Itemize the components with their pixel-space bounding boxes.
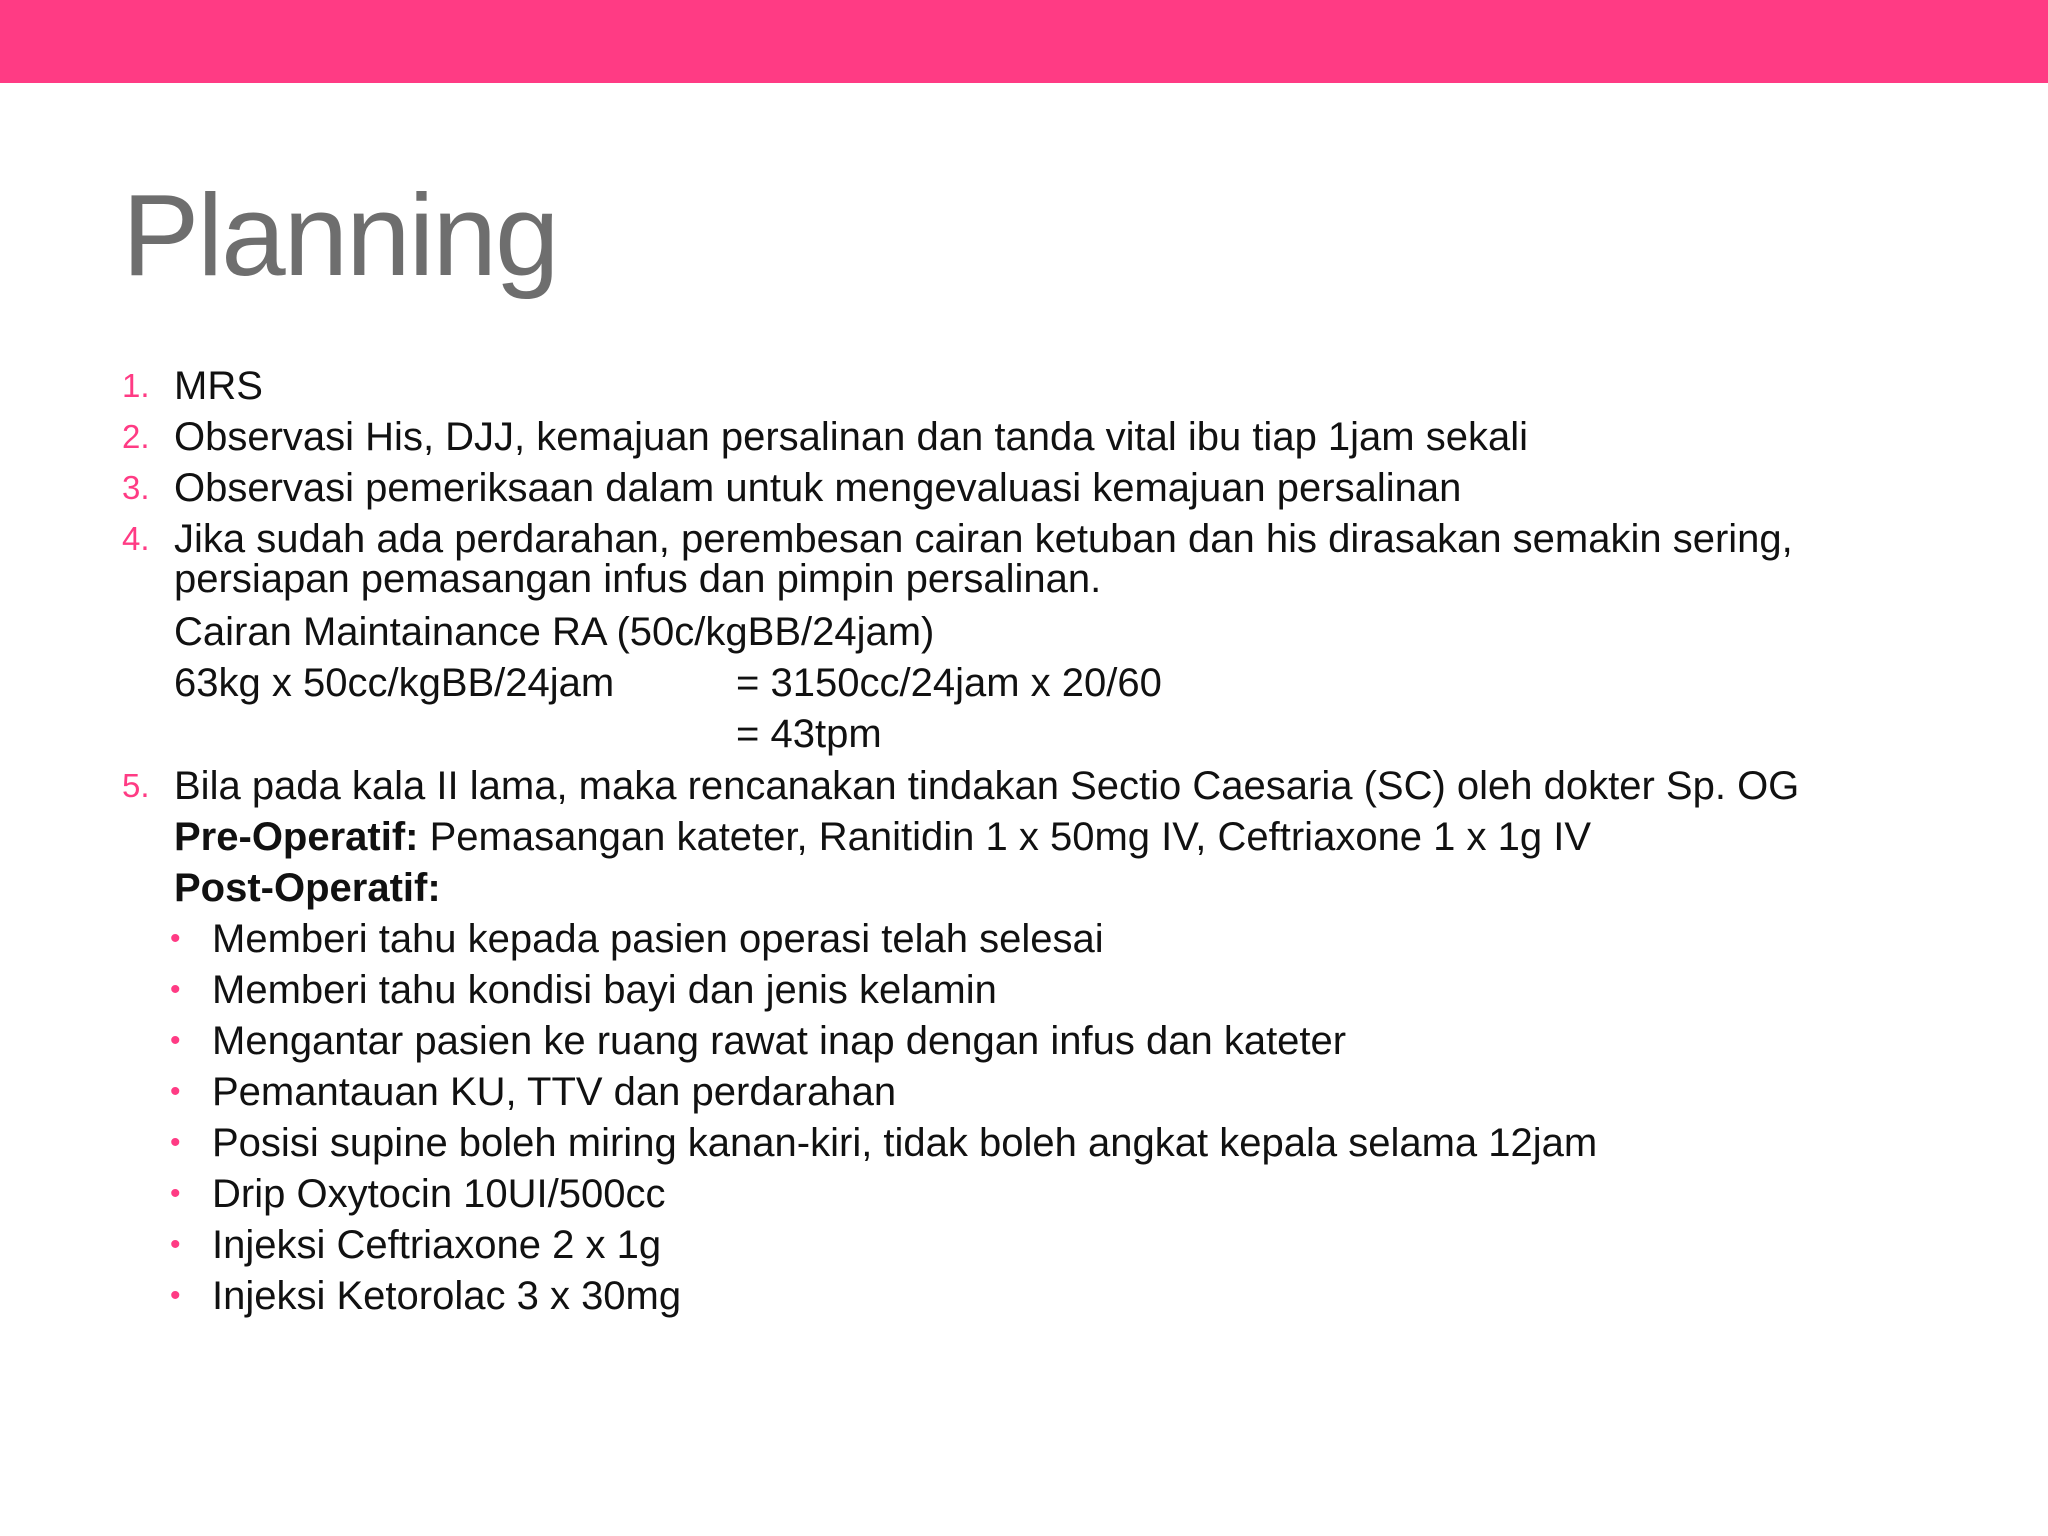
list-number: 2. xyxy=(122,418,150,455)
bullet-icon: • xyxy=(170,1228,181,1261)
slide-title: Planning xyxy=(122,170,558,300)
list-item-text-continued: persiapan pemasangan infus dan pimpin persalinan. xyxy=(174,557,1102,601)
list-number: 3. xyxy=(122,469,150,506)
bullet-item-text: Injeksi Ketorolac 3 x 30mg xyxy=(212,1274,682,1318)
bullet-icon: • xyxy=(170,1075,181,1108)
list-item-text: Bila pada kala II lama, maka rencanakan tindakan Sectio Caesaria (SC) oleh dokter Sp. OG xyxy=(174,764,1800,808)
list-item-text: Observasi pemeriksaan dalam untuk mengevaluasi kemajuan persalinan xyxy=(174,466,1462,510)
bullet-icon: • xyxy=(170,1279,181,1312)
pre-operative-line xyxy=(174,814,1591,860)
bullet-icon: • xyxy=(170,973,181,1006)
bullet-item-text: Memberi tahu kepada pasien operasi telah selesai xyxy=(212,917,1104,961)
list-number: 1. xyxy=(122,367,150,404)
post-operative-line xyxy=(174,865,441,911)
bullet-item-text: Injeksi Ceftriaxone 2 x 1g xyxy=(212,1223,662,1267)
bullet-item-text: Drip Oxytocin 10UI/500cc xyxy=(212,1172,666,1216)
bullet-icon: • xyxy=(170,922,181,955)
bullet-item-text: Posisi supine boleh miring kanan-kiri, tidak boleh angkat kepala selama 12jam xyxy=(212,1121,1598,1165)
list-number: 4. xyxy=(122,520,150,557)
bullet-item-text: Pemantauan KU, TTV dan perdarahan xyxy=(212,1070,897,1114)
bullet-item-text: Mengantar pasien ke ruang rawat inap dengan infus dan kateter xyxy=(212,1019,1347,1063)
fluid-calc-result-2: = 43tpm xyxy=(736,712,882,756)
list-item-text: Jika sudah ada perdarahan, perembesan cairan ketuban dan his dirasakan semakin sering, xyxy=(174,517,1793,561)
pre-operative-label: Pre-Operatif: xyxy=(174,815,419,859)
bullet-icon: • xyxy=(170,1024,181,1057)
post-operative-label: Post-Operatif: xyxy=(174,866,441,910)
bullet-icon: • xyxy=(170,1177,181,1210)
fluid-calc-left: 63kg x 50cc/kgBB/24jam xyxy=(174,661,615,705)
fluid-heading: Cairan Maintainance RA (50c/kgBB/24jam) xyxy=(174,610,935,654)
list-number: 5. xyxy=(122,767,150,804)
pre-operative-text: Pemasangan kateter, Ranitidin 1 x 50mg IV, Ceftriaxone 1 x 1g IV xyxy=(418,815,1592,859)
bullet-icon: • xyxy=(170,1126,181,1159)
list-item-text: MRS xyxy=(174,364,263,408)
bullet-item-text: Memberi tahu kondisi bayi dan jenis kelamin xyxy=(212,968,997,1012)
list-item-text: Observasi His, DJJ, kemajuan persalinan dan tanda vital ibu tiap 1jam sekali xyxy=(174,415,1529,459)
fluid-calc-result-1: = 3150cc/24jam x 20/60 xyxy=(736,661,1162,705)
